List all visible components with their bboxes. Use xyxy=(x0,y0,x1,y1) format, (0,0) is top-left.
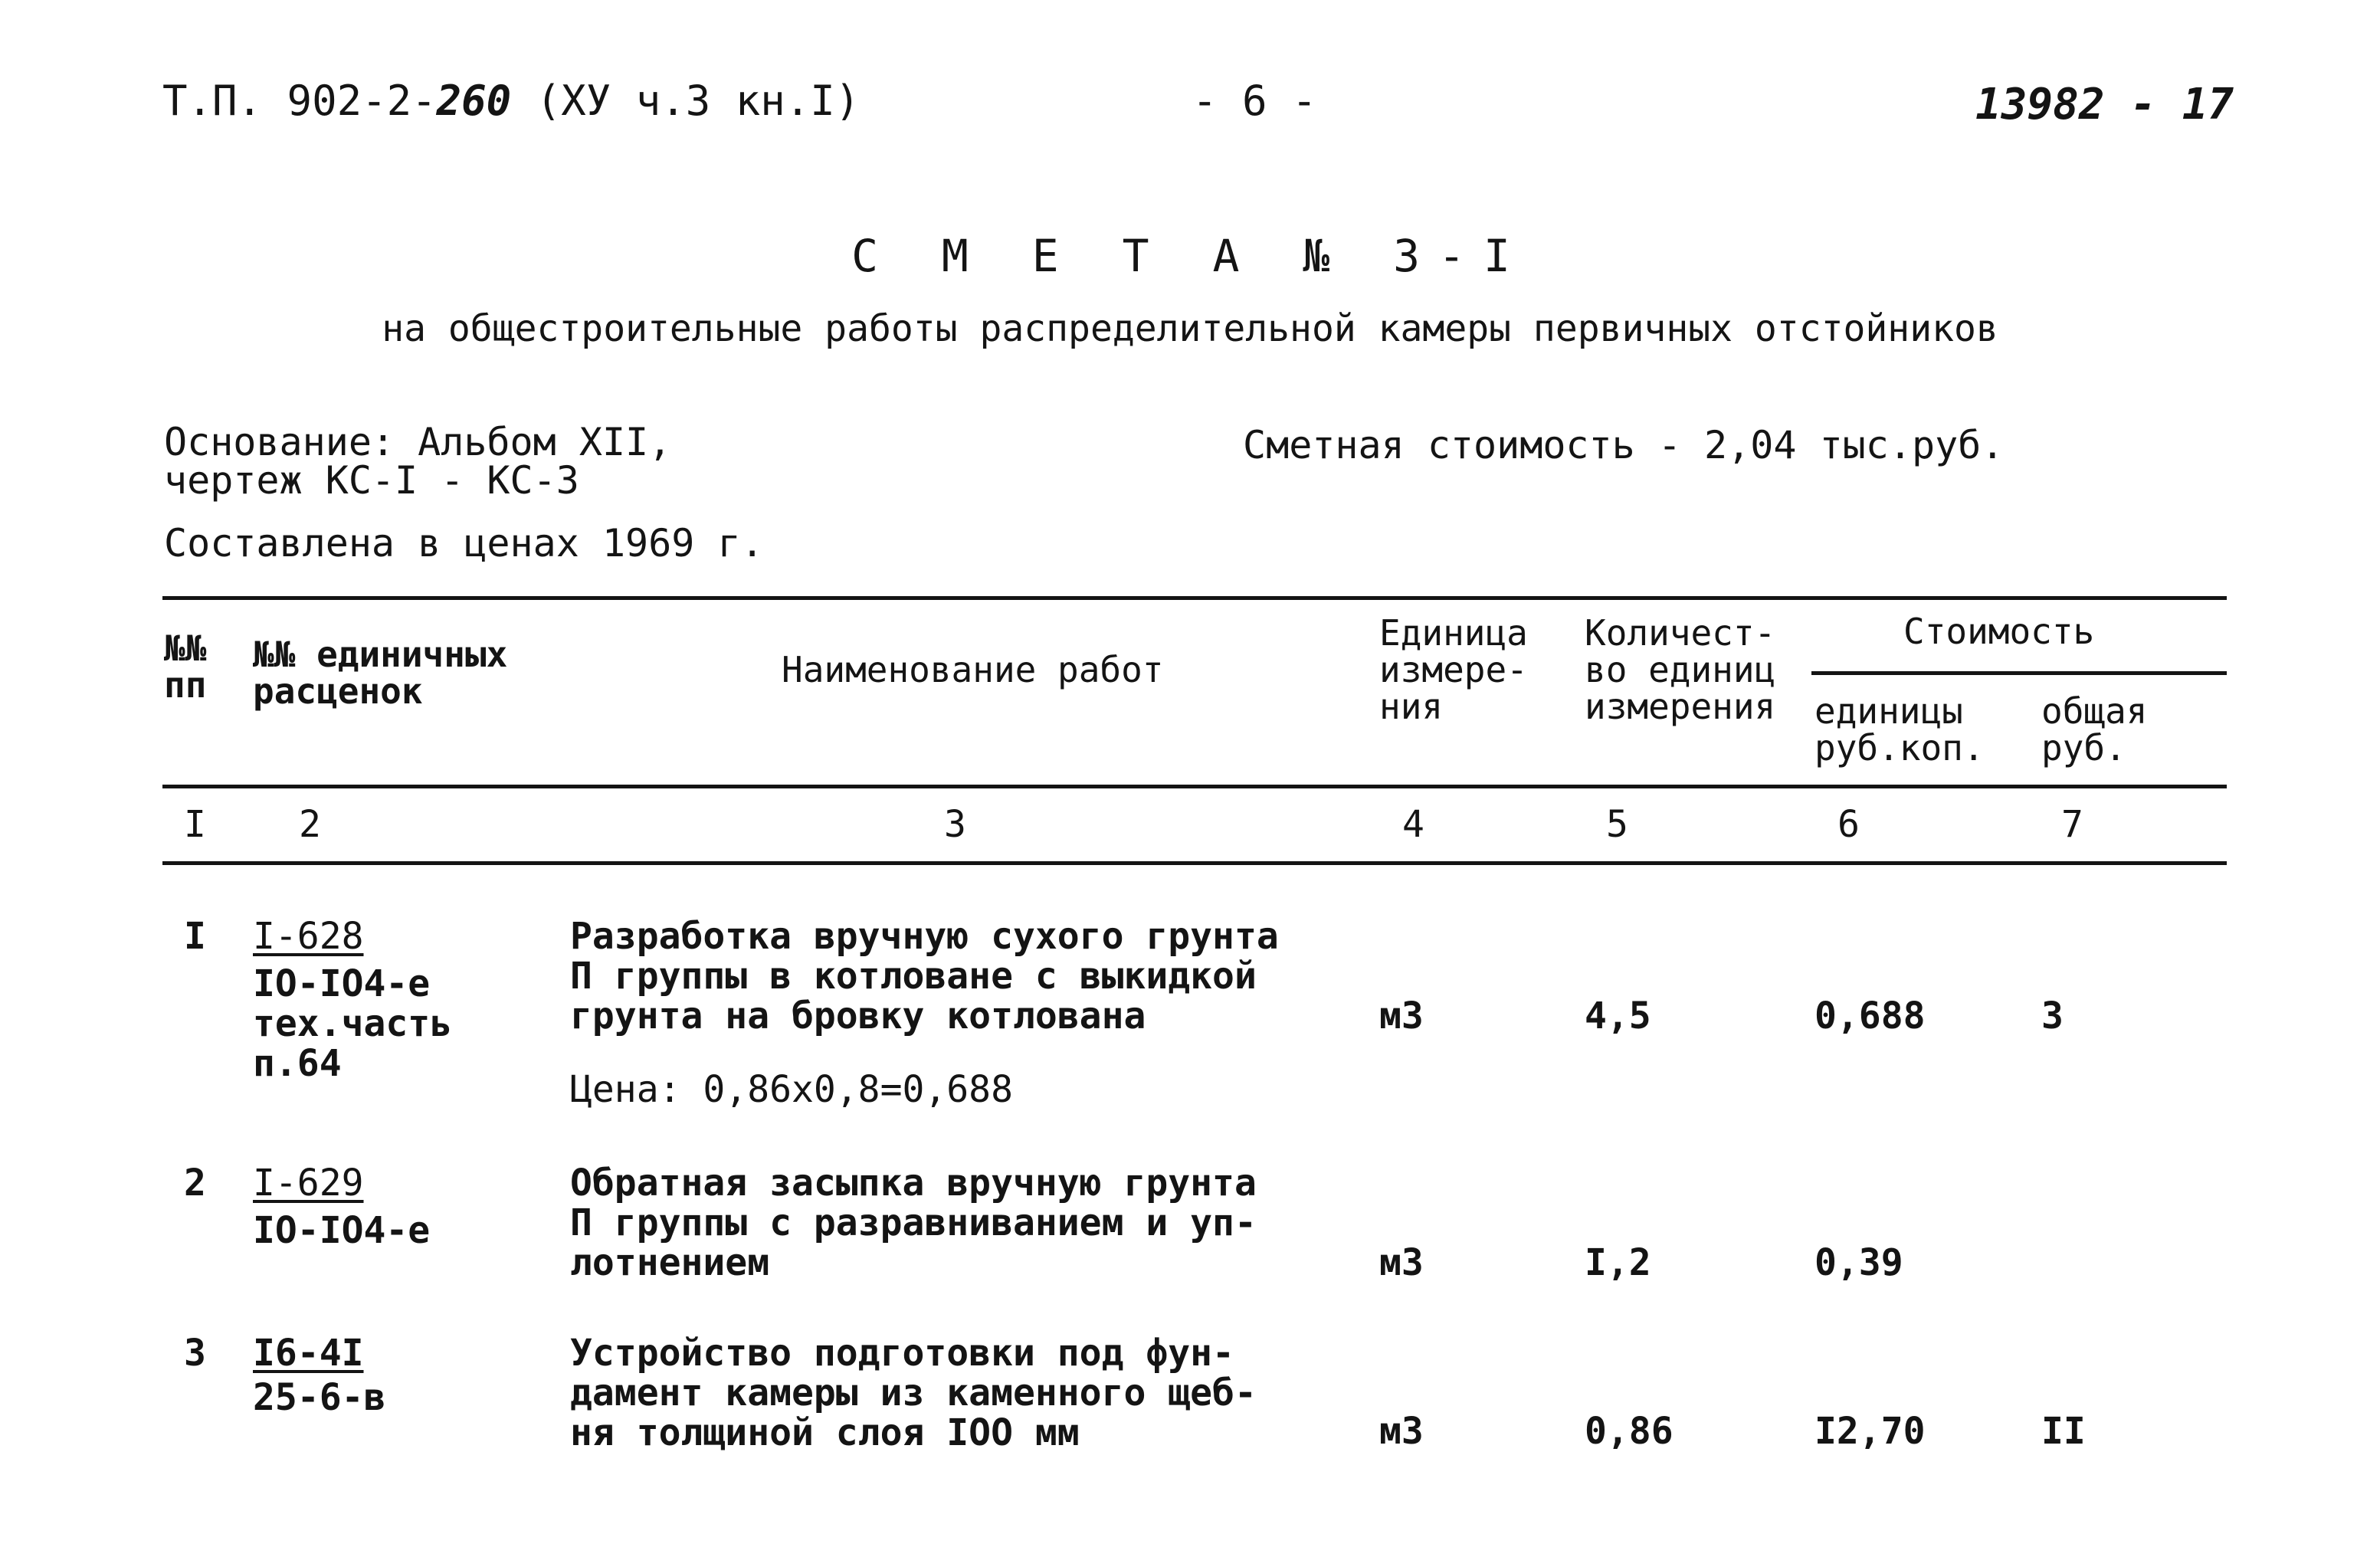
header-quantity-line2: во единиц xyxy=(1585,649,1776,690)
quantity: 0,86 xyxy=(1585,1410,1674,1453)
archive-number: 13982 - 17 xyxy=(1975,80,2234,129)
work-description-line: дамент камеры из каменного щеб- xyxy=(570,1372,1257,1414)
header-bottom-rule xyxy=(162,785,2227,788)
quantity: 4,5 xyxy=(1585,995,1651,1037)
unit-cost: 0,39 xyxy=(1815,1241,1903,1284)
rate-code-sub: IO-IO4-e xyxy=(253,1209,431,1252)
rate-code xyxy=(253,1163,430,1250)
rate-code xyxy=(253,1333,385,1418)
column-number: 6 xyxy=(1837,803,1860,846)
row-number: 2 xyxy=(184,1162,206,1204)
unit-of-measure: м3 xyxy=(1379,995,1424,1037)
header-quantity-line3: измерения xyxy=(1585,686,1776,727)
table-top-rule xyxy=(162,596,2227,600)
quantity: I,2 xyxy=(1585,1241,1651,1284)
unit-cost: I2,70 xyxy=(1815,1410,1926,1453)
rate-code-sub: 25-6-в xyxy=(253,1376,386,1419)
work-description-line: Устройство подготовки под фун- xyxy=(570,1332,1234,1375)
price-basis: Составлена в ценах 1969 г. xyxy=(164,521,764,565)
row-number: 3 xyxy=(184,1332,206,1375)
column-number: 4 xyxy=(1402,803,1424,846)
work-description-line: ня толщиной слоя IOO мм xyxy=(570,1411,1080,1454)
unit-of-measure: м3 xyxy=(1379,1241,1424,1284)
work-description-line: П группы с разравниванием и уп- xyxy=(570,1201,1257,1244)
work-description-line: П группы в котловане с выкидкой xyxy=(570,955,1257,998)
header-code-line2: расценок xyxy=(253,670,423,712)
project-reference-handwritten: 260 xyxy=(436,77,512,125)
page-number: - 6 - xyxy=(1192,77,1317,125)
header-quantity-line1: Количест- xyxy=(1585,612,1776,654)
header-unit-line3: ния xyxy=(1379,686,1444,727)
basis-line-2: чертеж КС-I - КС-3 xyxy=(164,458,579,503)
header-code xyxy=(253,636,507,710)
rate-code-main: I6-4I xyxy=(253,1332,364,1375)
estimated-cost: Сметная стоимость - 2,04 тыс.руб. xyxy=(1243,423,2005,467)
work-description xyxy=(570,916,1375,1036)
work-description-line: Обратная засыпка вручную грунта xyxy=(570,1162,1257,1204)
work-description xyxy=(570,1333,1375,1453)
rate-code xyxy=(253,916,452,1083)
project-reference-prefix: Т.П. 902-2- xyxy=(162,77,437,125)
header-quantity xyxy=(1585,612,1776,727)
header-work-name: Наименование работ xyxy=(782,649,1164,690)
header-unit-cost-line1: единицы xyxy=(1815,690,1963,732)
project-reference xyxy=(162,77,860,125)
header-unit-cost xyxy=(1815,690,1985,769)
header-unit-line1: Единица xyxy=(1379,612,1528,654)
basis-line-1: Основание: Альбом XII, xyxy=(164,420,672,464)
rate-code-main: I-629 xyxy=(253,1162,364,1204)
header-code-line1: №№ единичных xyxy=(253,634,508,675)
header-total xyxy=(2041,690,2148,769)
rate-code-sub: IO-IO4-e xyxy=(253,962,431,1005)
column-number: 5 xyxy=(1606,803,1628,846)
column-numbers-rule xyxy=(162,861,2227,865)
row-number: I xyxy=(184,915,206,958)
work-description-line: грунта на бровку котлована xyxy=(570,995,1146,1037)
header-unit-cost-line2: руб.коп. xyxy=(1815,727,1985,769)
header-unit xyxy=(1379,612,1528,727)
header-unit-line2: измере- xyxy=(1379,649,1528,690)
cost-group-rule xyxy=(1811,671,2227,675)
unit-of-measure: м3 xyxy=(1379,1410,1424,1453)
total-cost: II xyxy=(2041,1410,2086,1453)
header-total-line2: руб. xyxy=(2041,727,2126,769)
unit-cost: 0,688 xyxy=(1815,995,1926,1037)
work-description-line: Разработка вручную сухого грунта xyxy=(570,915,1279,958)
rate-code-main: I-628 xyxy=(253,915,364,958)
rate-code-sub: п.64 xyxy=(253,1042,342,1085)
column-number: 2 xyxy=(299,803,321,846)
basis-block xyxy=(164,420,672,503)
column-number: I xyxy=(184,803,206,846)
work-description xyxy=(570,1163,1375,1283)
project-reference-suffix: (ХУ ч.3 кн.I) xyxy=(511,77,861,125)
header-num xyxy=(164,628,207,706)
document-title: С М Е Т А № 3-I xyxy=(851,230,1529,282)
header-cost-group: Стоимость xyxy=(1903,611,2095,652)
column-number: 7 xyxy=(2061,803,2083,846)
total-cost: 3 xyxy=(2041,995,2064,1037)
header-num-line1: №№ xyxy=(164,628,207,669)
work-description-line: лотнением xyxy=(570,1241,770,1284)
price-calculation-note: Цена: 0,86х0,8=0,688 xyxy=(570,1068,1013,1111)
document-subtitle: на общестроительные работы распределительной камеры первичных отстойников xyxy=(382,307,1998,350)
header-total-line1: общая xyxy=(2041,690,2148,732)
header-num-line2: пп xyxy=(164,664,207,706)
rate-code-sub: тех.часть xyxy=(253,1002,453,1045)
column-number: 3 xyxy=(944,803,966,846)
